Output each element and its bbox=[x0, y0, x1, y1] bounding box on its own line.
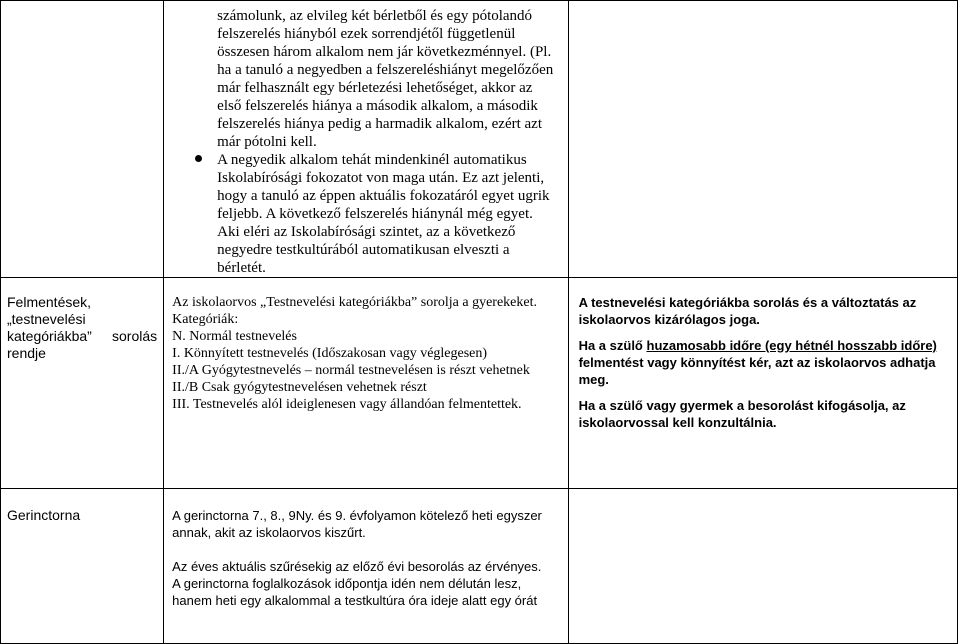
table-row-equipment-rules bbox=[1, 1, 958, 278]
row1-para2 bbox=[217, 61, 559, 151]
bullet-item bbox=[217, 151, 559, 277]
text-line: számolunk, az elvileg két bérletből és egy pótolandó bbox=[217, 8, 533, 24]
category-item: III. Testnevelés alól ideiglenesen vagy állandóan felmentettek. bbox=[172, 397, 522, 412]
row1-para1 bbox=[217, 7, 559, 61]
note-underlined-text: huzamosabb időre (egy hétnél hosszabb időre) bbox=[646, 338, 937, 353]
text-line: felszerelés hiánya pedig a harmadik alkalom, ezért azt bbox=[217, 116, 542, 132]
text-line: felszerelés hiányból ezek sorrendjétől függetlenül bbox=[217, 26, 516, 42]
note-objection: Ha a szülő vagy gyermek a besorolást kifogásolja, az iskolaorvossal kell konzultálnia. bbox=[578, 398, 906, 430]
text-line: feljebb. A következő felszerelés hiánynál még egyet. bbox=[217, 206, 533, 222]
row3-content-cell bbox=[164, 489, 568, 644]
row2-content-cell bbox=[164, 278, 568, 489]
text-line: A negyedik alkalom tehát mindenkinél automatikus bbox=[217, 152, 527, 168]
text-line: összesen három alkalom nem jár következménnyel. (Pl. bbox=[217, 44, 552, 60]
note-long-exemption bbox=[579, 337, 949, 388]
category-item: I. Könnyített testnevelés (Időszakosan vagy véglegesen) bbox=[172, 346, 488, 361]
spinal-gym-para1: A gerinctorna 7., 8., 9Ny. és 9. évfolyamon kötelező heti egyszer annak, akit az iskolaorvos kiszűrt. bbox=[172, 508, 542, 540]
spinal-gym-para3: A gerinctorna foglalkozások időpontja idén nem délután lesz, hanem heti egy alkalommal a testkultúra óra ideje alatt egy órát bbox=[172, 576, 538, 608]
text-line: már pótolni kell. bbox=[217, 134, 317, 150]
text-line: bérletét. bbox=[217, 260, 266, 276]
text-line: már felhasznált egy bérletezési lehetőséget, akkor az bbox=[217, 80, 533, 96]
text-line: negyedre testkultúrából automatikusan elveszti a bbox=[217, 242, 510, 258]
text-line: első felszerelés hiánya a második alkalom, a második bbox=[217, 98, 538, 114]
text-line: Iskolabírósági fokozatot von maga után. Ez azt jelenti, bbox=[217, 170, 545, 186]
text-line: Aki eléri az Iskolabírósági szintet, az a következő bbox=[217, 224, 516, 240]
bullet-icon bbox=[195, 155, 202, 162]
categories-intro: Az iskolaorvos „Testnevelési kategóriákba” sorolja a gyerekeket. bbox=[172, 295, 537, 310]
category-item: II./B Csak gyógytestnevelésen vehetnek részt bbox=[172, 380, 427, 395]
text-line: ha a tanuló a negyedben a felszereléshiányt megelőzően bbox=[217, 62, 554, 78]
table-row-spinal-gym bbox=[1, 489, 958, 644]
spinal-gym-para2: Az éves aktuális szűrésekig az előző évi besorolás az érvényes. bbox=[172, 559, 542, 574]
text-line: hogy a tanuló az éppen aktuális fokozatáról egyet ugrik bbox=[217, 188, 550, 204]
row3-note-cell bbox=[568, 489, 957, 644]
categories-label: Kategóriák: bbox=[172, 312, 239, 327]
row2-notes-cell bbox=[568, 278, 957, 489]
row1-label-cell bbox=[1, 1, 164, 278]
row1-content-cell bbox=[164, 1, 568, 278]
row1-note-cell bbox=[568, 1, 957, 278]
row3-title: Gerinctorna bbox=[1, 489, 164, 644]
note-text: Ha a szülő bbox=[578, 338, 647, 353]
note-doctor-right: A testnevelési kategóriákba sorolás és a változtatás az iskolaorvos kizárólagos joga. bbox=[578, 295, 917, 327]
category-item: II./A Gyógytestnevelés – normál testnevelésen is részt vehetnek bbox=[172, 363, 530, 378]
note-text: felmentést vagy könnyítést kér, azt az iskolaorvos adhatja meg. bbox=[578, 355, 936, 387]
row2-title: Felmentések, „testnevelési kategóriákba” sorolás rendje bbox=[1, 278, 164, 489]
category-item: N. Normál testnevelés bbox=[172, 329, 297, 344]
table-row-exemptions bbox=[1, 278, 958, 489]
